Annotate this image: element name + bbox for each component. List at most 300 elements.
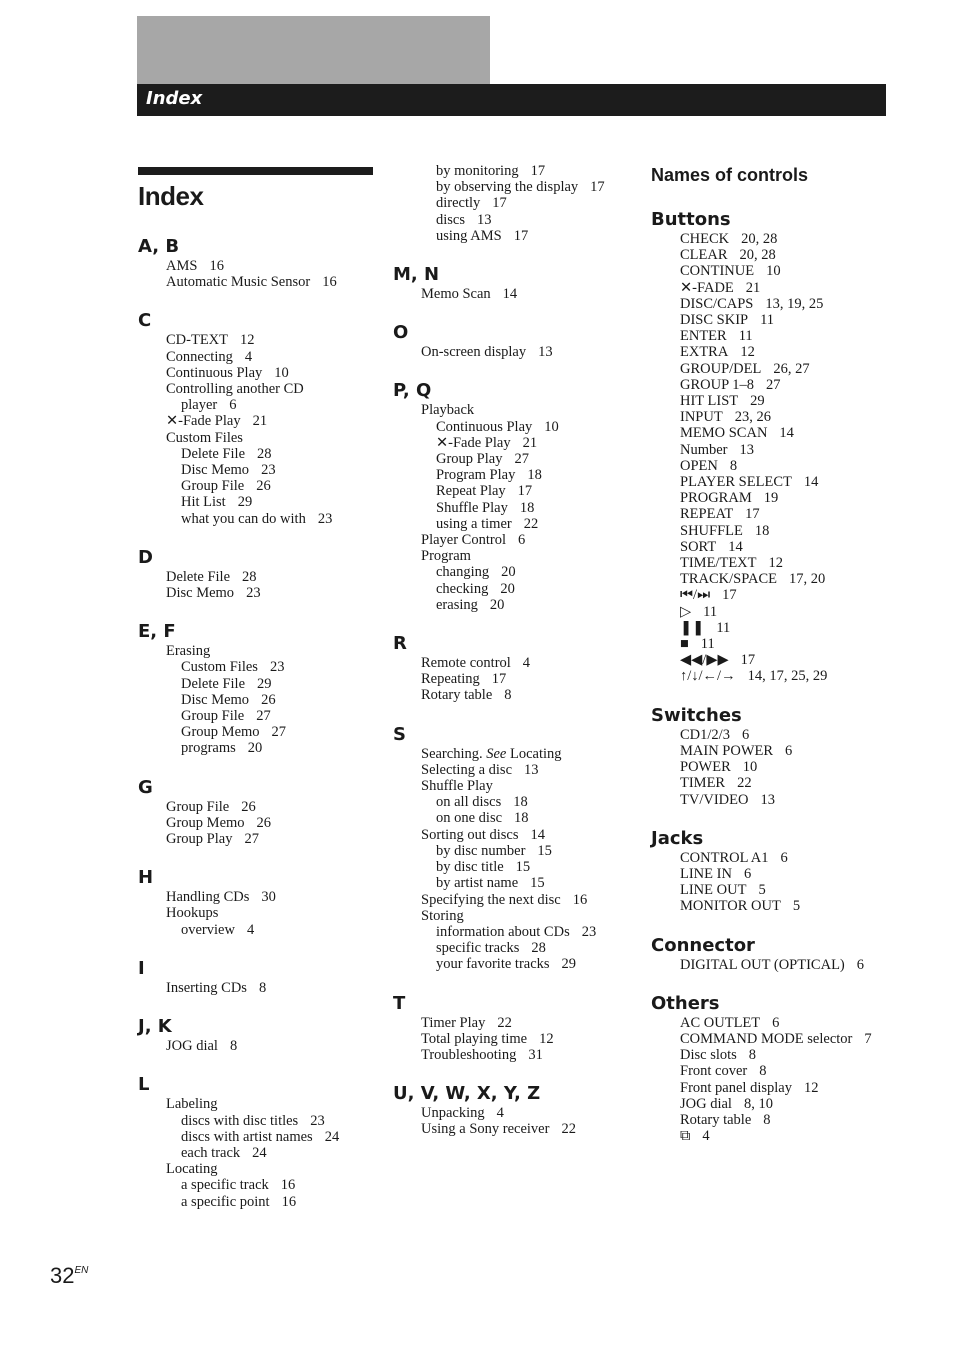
index-section	[393, 264, 641, 302]
index-entry	[166, 511, 378, 527]
index-section	[138, 1074, 378, 1209]
entry-text: Memo Scan	[421, 286, 491, 303]
entry-text: on all discs	[436, 794, 502, 811]
index-column-3	[651, 163, 901, 1144]
page-ref: 13	[524, 761, 539, 778]
index-entry	[421, 892, 641, 908]
page-ref: 15	[515, 859, 531, 876]
page-ref: 20, 28	[739, 247, 776, 264]
index-entry	[680, 1047, 901, 1063]
index-entry	[421, 286, 641, 302]
index-entry	[421, 843, 641, 859]
index-entry	[166, 274, 378, 290]
page-ref: 8	[748, 1047, 757, 1064]
entry-text: TV/VIDEO	[680, 791, 749, 808]
section-heading: T	[393, 992, 406, 1014]
page-ref: 12	[803, 1079, 819, 1096]
entry-text: Disc Memo	[181, 462, 250, 479]
index-entry	[421, 532, 641, 548]
page-ref: 19	[763, 490, 779, 507]
page-ref: 20	[247, 740, 263, 757]
entry-text: Storing	[421, 907, 464, 924]
entry-text: Labeling	[166, 1096, 218, 1113]
index-entry	[680, 523, 901, 539]
page-ref: 6	[772, 1014, 780, 1031]
index-entry	[680, 727, 901, 743]
page-ref: 15	[530, 875, 545, 892]
index-entry	[680, 604, 901, 620]
page-ref: 17	[745, 506, 760, 523]
index-entry	[166, 815, 378, 831]
entry-text: PLAYER SELECT	[680, 474, 792, 491]
page-ref: 20, 28	[741, 231, 778, 247]
entry-text: a specific track	[181, 1177, 269, 1194]
entry-text: ✕-Fade Play	[436, 434, 511, 451]
page-ref: 6	[780, 849, 788, 866]
entry-list	[651, 1015, 901, 1145]
page-ref: 14	[728, 538, 743, 555]
page-ref: 11	[738, 328, 753, 345]
page-ref: 21	[745, 279, 761, 296]
index-entry	[421, 402, 641, 418]
index-entry	[166, 258, 378, 274]
page-ref: 17	[590, 179, 605, 196]
entry-text: Repeat Play	[436, 483, 506, 500]
index-entry	[166, 349, 378, 365]
entry-text: a specific point	[181, 1193, 270, 1210]
page-ref: 29	[750, 393, 765, 410]
index-entry	[421, 1121, 641, 1137]
entry-text: COMMAND MODE selector	[680, 1030, 853, 1047]
entry-text: Rotary table	[680, 1111, 752, 1128]
page-ref: 4	[246, 921, 255, 938]
index-entry	[680, 668, 901, 684]
page-ref: 5	[792, 898, 801, 915]
index-entry	[166, 381, 378, 397]
index-entry	[166, 585, 378, 601]
index-section	[138, 867, 378, 938]
page-ref: 17	[530, 163, 546, 179]
see-target: Locating	[509, 745, 562, 762]
index-entry	[166, 478, 378, 494]
index-entry	[680, 458, 901, 474]
section-heading: Others	[651, 992, 720, 1014]
section-heading: M, N	[393, 264, 440, 286]
page-ref: 11	[703, 603, 718, 620]
page-ref: 21	[252, 413, 268, 430]
entry-text: by observing the display	[436, 179, 579, 196]
index-section	[651, 705, 901, 808]
index-entry	[421, 163, 641, 179]
entry-text: what you can do with	[181, 510, 306, 527]
entry-list	[138, 1096, 378, 1209]
index-entry	[166, 922, 378, 938]
index-entry	[421, 827, 641, 843]
index-entry	[421, 956, 641, 972]
entry-text: Shuffle Play	[421, 778, 493, 795]
page-ref: 17	[513, 227, 529, 244]
index-entry	[421, 581, 641, 597]
page-ref: 14	[530, 826, 545, 843]
entry-list	[393, 286, 641, 302]
index-entry	[421, 746, 641, 762]
column-sections	[651, 209, 901, 1144]
entry-text: EXTRA	[680, 344, 729, 361]
index-entry	[166, 365, 378, 381]
entry-text: Delete File	[181, 445, 246, 462]
index-entry	[680, 1128, 901, 1144]
page-ref: 28	[257, 445, 272, 462]
index-entry	[166, 1145, 378, 1161]
index-entry	[680, 555, 901, 571]
page-ref: 18	[513, 794, 528, 811]
page-ref: 27	[766, 376, 781, 393]
index-entry	[421, 778, 641, 794]
section-heading: J, K	[138, 1016, 172, 1038]
entry-text: Front panel display	[680, 1079, 792, 1096]
entry-text: by disc number	[436, 842, 526, 859]
entry-text: specific tracks	[436, 940, 520, 957]
index-entry	[680, 393, 901, 409]
entry-text: ◀◀/▶▶	[680, 652, 729, 669]
page-ref: 21	[522, 434, 538, 451]
page-ref: 26	[241, 798, 256, 815]
page-ref: 23	[581, 923, 597, 940]
page-ref: 20	[501, 564, 516, 581]
entry-list	[138, 799, 378, 848]
index-entry	[421, 762, 641, 778]
index-entry	[166, 413, 378, 429]
entry-text: REPEAT	[680, 506, 734, 523]
index-entry	[680, 1112, 901, 1128]
entry-list	[651, 727, 901, 808]
page-ref: 11	[716, 619, 731, 636]
index-entry	[680, 571, 901, 587]
index-entry	[166, 1129, 378, 1145]
entry-text: JOG dial	[166, 1038, 218, 1055]
index-entry	[421, 435, 641, 451]
entry-text: by disc title	[436, 859, 504, 876]
entry-text: Hit List	[181, 494, 226, 511]
entry-text: Player Control	[421, 532, 506, 549]
entry-text: Disc slots	[680, 1047, 737, 1064]
index-entry	[680, 759, 901, 775]
index-entry	[421, 940, 641, 956]
page-ref: 22	[497, 1014, 512, 1031]
index-section	[138, 621, 378, 756]
entry-text: ENTER	[680, 328, 727, 345]
entry-list	[651, 957, 901, 973]
entry-text: OPEN	[680, 457, 718, 474]
index-entry	[421, 687, 641, 703]
page-ref: 28	[242, 568, 257, 585]
index-entry	[680, 792, 901, 808]
entry-text: ✕-FADE	[680, 279, 734, 296]
page-ref: 28	[531, 940, 546, 957]
entry-text: programs	[181, 740, 236, 757]
index-entry	[680, 898, 901, 914]
entry-list	[393, 402, 641, 613]
page-ref: 6	[785, 742, 793, 759]
page-ref: 6	[741, 726, 750, 743]
entry-text: On-screen display	[421, 344, 527, 361]
section-heading: D	[138, 546, 153, 568]
column-sections	[393, 163, 641, 1138]
page-ref: 27	[271, 724, 287, 741]
entry-text: Custom Files	[166, 429, 243, 446]
entry-text: LINE OUT	[680, 882, 747, 899]
index-entry	[421, 875, 641, 891]
entry-text: DISC SKIP	[680, 312, 749, 329]
index-entry	[421, 924, 641, 940]
page-number-value: 32	[50, 1263, 75, 1288]
index-section	[393, 633, 641, 704]
entry-list	[138, 980, 378, 996]
section-heading: S	[393, 723, 406, 745]
entry-text: Continuous Play	[166, 364, 263, 381]
index-entry	[166, 569, 378, 585]
index-entry	[421, 467, 641, 483]
index-entry	[166, 980, 378, 996]
index-entry	[421, 500, 641, 516]
index-entry	[166, 332, 378, 348]
page-ref: 16	[209, 258, 224, 274]
page-ref: 13, 19, 25	[765, 295, 824, 312]
index-entry	[680, 775, 901, 791]
page-ref: 27	[256, 708, 271, 725]
entry-list	[138, 1038, 378, 1054]
index-entry	[166, 889, 378, 905]
index-entry	[421, 671, 641, 687]
entry-text: MONITOR OUT	[680, 898, 781, 915]
page-ref: 14, 17, 25, 29	[747, 668, 828, 685]
section-heading: Connector	[651, 934, 755, 956]
index-entry	[680, 506, 901, 522]
entry-text: Disc Memo	[166, 585, 235, 602]
index-section	[393, 724, 641, 973]
index-entry	[166, 659, 378, 675]
entry-text: JOG dial	[680, 1095, 732, 1112]
index-entry	[680, 474, 901, 490]
index-entry	[421, 794, 641, 810]
page-ref: 16	[322, 274, 337, 291]
entry-list	[393, 163, 641, 244]
entry-text: Group Memo	[166, 814, 245, 831]
entry-text: MEMO SCAN	[680, 425, 768, 442]
page-ref: 13	[739, 441, 755, 458]
entry-text: changing	[436, 564, 490, 581]
page-ref: 14	[803, 474, 819, 491]
entry-text: Group File	[166, 798, 230, 815]
page-number	[50, 1263, 88, 1289]
entry-text: Delete File	[181, 675, 246, 692]
entry-text: Searching.	[421, 745, 483, 762]
index-section	[138, 958, 378, 996]
page-ref: 18	[527, 467, 542, 484]
page-ref: 4	[522, 655, 531, 672]
index-entry	[421, 483, 641, 499]
page-ref: 27	[244, 831, 259, 848]
index-section	[138, 777, 378, 848]
entry-text: Locating	[166, 1161, 218, 1178]
entry-text: by artist name	[436, 875, 519, 892]
entry-text: Timer Play	[421, 1014, 486, 1031]
index-entry	[166, 462, 378, 478]
entry-list	[651, 231, 901, 685]
index-entry	[680, 280, 901, 296]
index-entry	[421, 908, 641, 924]
column-sections	[138, 236, 378, 1210]
page-ref: 14	[502, 286, 518, 303]
entry-text: Total playing time	[421, 1030, 528, 1047]
index-entry	[680, 312, 901, 328]
entry-text: your favorite tracks	[436, 956, 550, 973]
index-entry	[166, 1113, 378, 1129]
entry-text: HIT LIST	[680, 393, 739, 410]
page-ref: 17	[491, 671, 507, 688]
index-entry	[166, 643, 378, 659]
entry-list	[393, 344, 641, 360]
entry-text: erasing	[436, 596, 478, 613]
section-heading: E, F	[138, 621, 176, 643]
index-entry	[680, 587, 901, 603]
page-ref: 18	[514, 810, 529, 827]
entry-text: ⏮/⏭	[680, 587, 711, 604]
entry-text: Group File	[181, 708, 245, 725]
entry-text: CONTINUE	[680, 263, 755, 280]
page-ref: 17	[517, 483, 533, 500]
page-ref: 23	[269, 659, 285, 676]
page-ref: 7	[864, 1030, 872, 1047]
index-entry	[166, 740, 378, 756]
entry-list	[138, 643, 378, 756]
index-entry	[680, 1080, 901, 1096]
page-ref: 8	[504, 687, 512, 704]
entry-text: on one disc	[436, 810, 503, 827]
section-heading: L	[138, 1074, 150, 1096]
index-entry	[680, 957, 901, 973]
page-ref: 29	[561, 956, 577, 973]
index-entry	[680, 263, 901, 279]
index-section	[138, 236, 378, 290]
page-ref: 11	[700, 636, 715, 653]
page-ref: 8	[258, 979, 267, 996]
entry-text: POWER	[680, 759, 731, 776]
index-column-1	[138, 163, 378, 1210]
index-entry	[680, 866, 901, 882]
entry-text: Program Play	[436, 467, 516, 484]
entry-list	[138, 889, 378, 938]
entry-text: by monitoring	[436, 163, 519, 179]
page-ref: 10	[544, 418, 559, 435]
page-ref: 16	[572, 891, 588, 908]
entry-text: Number	[680, 441, 728, 458]
entry-text: Group Play	[166, 831, 233, 848]
page-ref: 12	[740, 344, 755, 361]
index-entry	[421, 1105, 641, 1121]
index-entry	[680, 409, 901, 425]
entry-text: ▷	[680, 603, 692, 620]
entry-text: INPUT	[680, 409, 723, 426]
index-entry	[421, 516, 641, 532]
entry-text: discs	[436, 211, 465, 228]
entry-text: Controlling another CD	[166, 381, 304, 398]
index-entry	[421, 195, 641, 211]
entry-text: Using a Sony receiver	[421, 1121, 550, 1138]
entry-text: TIMER	[680, 775, 726, 792]
title-rule	[138, 167, 373, 175]
page-number-suffix: EN	[74, 1265, 89, 1276]
page-ref: 23	[310, 1112, 325, 1129]
index-entry	[680, 328, 901, 344]
entry-text: DIGITAL OUT (OPTICAL)	[680, 956, 845, 973]
page-ref: 29	[237, 494, 253, 511]
page-ref: 4	[244, 348, 253, 365]
index-entry	[421, 451, 641, 467]
page-ref: 8	[729, 457, 738, 474]
page-ref: 6	[743, 865, 752, 882]
index-entry	[166, 430, 378, 446]
page-ref: 17	[722, 587, 737, 604]
page-ref: 10	[742, 759, 758, 776]
index-entry	[680, 882, 901, 898]
page-ref: 20	[500, 580, 515, 597]
index-entry	[166, 1038, 378, 1054]
page-ref: 26	[256, 814, 272, 831]
entry-text: using AMS	[436, 227, 502, 244]
page-ref: 4	[702, 1128, 710, 1145]
entry-text: checking	[436, 580, 489, 597]
entry-list	[138, 569, 378, 601]
entry-text: information about CDs	[436, 923, 570, 940]
section-heading: G	[138, 776, 153, 798]
index-entry	[166, 397, 378, 413]
index-section	[393, 993, 641, 1064]
page-ref: 8, 10	[743, 1095, 773, 1112]
index-entry	[421, 564, 641, 580]
entry-text: Repeating	[421, 671, 480, 688]
page-ref: 31	[528, 1046, 543, 1063]
page-ref: 22	[737, 775, 752, 792]
index-entry	[680, 1031, 901, 1047]
index-section	[651, 828, 901, 915]
entry-text: GROUP 1–8	[680, 376, 754, 393]
page-ref: 15	[537, 842, 552, 859]
entry-text: Continuous Play	[436, 418, 533, 435]
index-entry	[421, 179, 641, 195]
index-entry	[421, 344, 641, 360]
index-entry	[680, 850, 901, 866]
index-entry	[680, 296, 901, 312]
index-entry	[166, 1194, 378, 1210]
index-entry	[166, 831, 378, 847]
section-heading: Buttons	[651, 209, 731, 230]
page-ref: 18	[519, 499, 535, 516]
page-ref: 17	[492, 195, 507, 212]
page-ref: 6	[856, 956, 865, 973]
index-section	[651, 993, 901, 1145]
index-entry	[166, 1177, 378, 1193]
entry-list	[651, 850, 901, 915]
section-heading: I	[138, 957, 145, 979]
page-ref: 16	[280, 1177, 296, 1194]
page-ref: 8	[759, 1063, 767, 1080]
entry-text: ✕-Fade Play	[166, 413, 241, 430]
index-entry	[166, 905, 378, 921]
index-entry	[421, 212, 641, 228]
index-entry	[421, 1047, 641, 1063]
entry-text: LINE IN	[680, 865, 732, 882]
